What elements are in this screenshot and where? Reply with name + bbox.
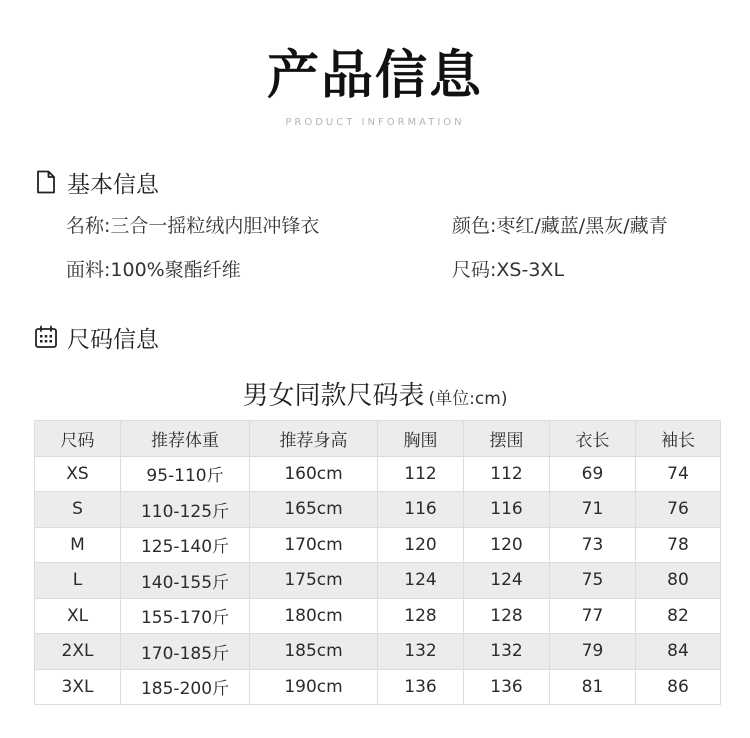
table-cell: 185-200斤 [121,669,250,705]
product-fabric: 面料:100%聚酯纤维 [66,259,241,281]
header-hem: 摆围 [464,421,550,457]
table-cell: 132 [378,634,464,670]
basic-info-label: 基本信息 [67,171,159,198]
table-cell: 136 [378,669,464,705]
table-cell: 136 [464,669,550,705]
table-cell: 2XL [35,634,121,670]
table-cell: 120 [464,527,550,563]
table-cell: S [35,492,121,528]
table-cell: 170-185斤 [121,634,250,670]
table-row [35,492,721,528]
table-cell: 132 [464,634,550,670]
product-size-range: 尺码:XS-3XL [452,259,565,281]
table-row [35,634,721,670]
table-cell: 95-110斤 [121,456,250,492]
table-cell: 81 [550,669,636,705]
basic-info-heading [34,167,159,197]
table-row [35,527,721,563]
product-name: 名称:三合一摇粒绒内胆冲锋衣 [66,215,320,237]
table-row [35,669,721,705]
table-cell: 78 [636,527,721,563]
table-cell: 112 [464,456,550,492]
table-cell: 112 [378,456,464,492]
size-table-header-row [35,421,721,457]
size-table [34,420,721,705]
table-cell: 74 [636,456,721,492]
table-row [35,563,721,599]
document-icon [34,170,58,194]
table-cell: 128 [378,598,464,634]
table-cell: 180cm [250,598,378,634]
size-table-title-text: 男女同款尺码表 [242,381,425,411]
table-cell: 155-170斤 [121,598,250,634]
header-height: 推荐身高 [250,421,378,457]
table-cell: 125-140斤 [121,527,250,563]
table-cell: 190cm [250,669,378,705]
table-cell: 79 [550,634,636,670]
table-row [35,456,721,492]
table-cell: 175cm [250,563,378,599]
table-cell: 185cm [250,634,378,670]
table-cell: 165cm [250,492,378,528]
table-cell: 170cm [250,527,378,563]
table-cell: 116 [464,492,550,528]
table-cell: 124 [464,563,550,599]
page-title: 产品信息 [266,46,483,106]
table-cell: 110-125斤 [121,492,250,528]
table-cell: 75 [550,563,636,599]
table-cell: 80 [636,563,721,599]
header-size: 尺码 [35,421,121,457]
table-cell: XS [35,456,121,492]
table-cell: 120 [378,527,464,563]
table-cell: L [35,563,121,599]
size-info-heading [34,322,159,352]
table-cell: M [35,527,121,563]
size-info-label: 尺码信息 [67,326,159,353]
table-cell: 116 [378,492,464,528]
header-weight: 推荐体重 [121,421,250,457]
table-cell: XL [35,598,121,634]
table-cell: 3XL [35,669,121,705]
table-cell: 77 [550,598,636,634]
table-cell: 76 [636,492,721,528]
table-row [35,598,721,634]
table-cell: 140-155斤 [121,563,250,599]
size-table-title [0,378,750,417]
size-table-unit: (单位:cm) [428,389,508,409]
calendar-icon [34,325,58,349]
table-cell: 73 [550,527,636,563]
header-length: 衣长 [550,421,636,457]
table-cell: 86 [636,669,721,705]
table-cell: 128 [464,598,550,634]
header-sleeve: 袖长 [636,421,721,457]
header-chest: 胸围 [378,421,464,457]
table-cell: 71 [550,492,636,528]
table-cell: 69 [550,456,636,492]
table-cell: 82 [636,598,721,634]
table-cell: 84 [636,634,721,670]
page-subtitle: PRODUCT INFORMATION [285,117,465,128]
table-cell: 124 [378,563,464,599]
product-color: 颜色:枣红/藏蓝/黑灰/藏青 [452,215,668,237]
table-cell: 160cm [250,456,378,492]
